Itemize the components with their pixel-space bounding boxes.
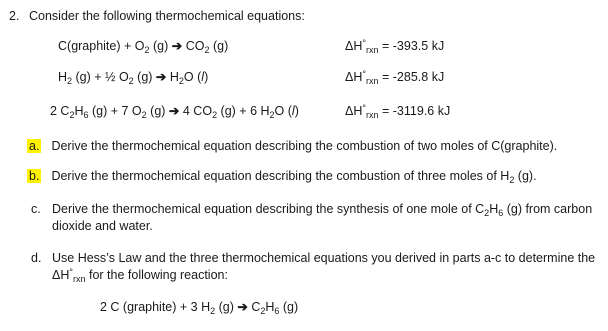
equation-2: $H_2$ (g) + ½ $O_2$ (g) ➔ $H_2O$ (l) [58,70,209,86]
part-c-label: c. [31,202,41,216]
part-c-line2: dioxide and water. [52,219,153,233]
arrow-icon: ➔ [237,300,248,314]
part-a [29,138,557,154]
part-d-line1: Use Hess’s Law and the three thermochemical equations you derived in parts a-c to determine the [52,251,596,265]
final-reaction: 2 C (graphite) + 3 $H_2$ (g) ➔ $C_2H_6$ (g) [100,300,299,316]
part-b-label: b. [29,169,40,183]
question-intro: Consider the following thermochemical equations: [29,9,305,23]
delta-h-2: $\Delta H^\circ_{rxn} = -285.8$ kJ [345,69,445,86]
part-a-text: Derive the thermochemical equation describing the combustion of two moles of C(graphite). [51,139,558,153]
arrow-icon: ➔ [171,39,183,53]
equation-3: 2 $C_2H_6$ (g) + 7 $O_2$ (g) ➔ 4 $CO_2$ (g) + 6 $H_2O$ (l) [50,104,299,120]
part-a-label: a. [29,139,40,153]
part-d-line2: $\Delta H^\circ_{rxn}$ for the following reaction: [52,267,228,284]
part-b-text: Derive the thermochemical equation describing the combustion of three moles of H [51,169,510,183]
delta-h-1: $\Delta H^\circ_{rxn} = -393.5$ kJ [345,38,445,55]
question-number: 2. [9,9,20,23]
delta-h-3: $\Delta H^\circ_{rxn} = -3119.6$ kJ [345,103,451,120]
part-b: b. Derive the thermochemical equation describing the combustion of three moles of $H_2$ (g). [29,169,537,185]
arrow-icon: ➔ [155,70,167,84]
part-c-line1: Derive the thermochemical equation describing the synthesis of one mole of $C_2H_6$ (g) from carbon [52,202,593,218]
part-d-label: d. [31,251,42,265]
arrow-icon: ➔ [168,104,180,118]
equation-1: C(graphite) + $O_2$ (g) ➔ $CO_2$ (g) [58,39,229,55]
